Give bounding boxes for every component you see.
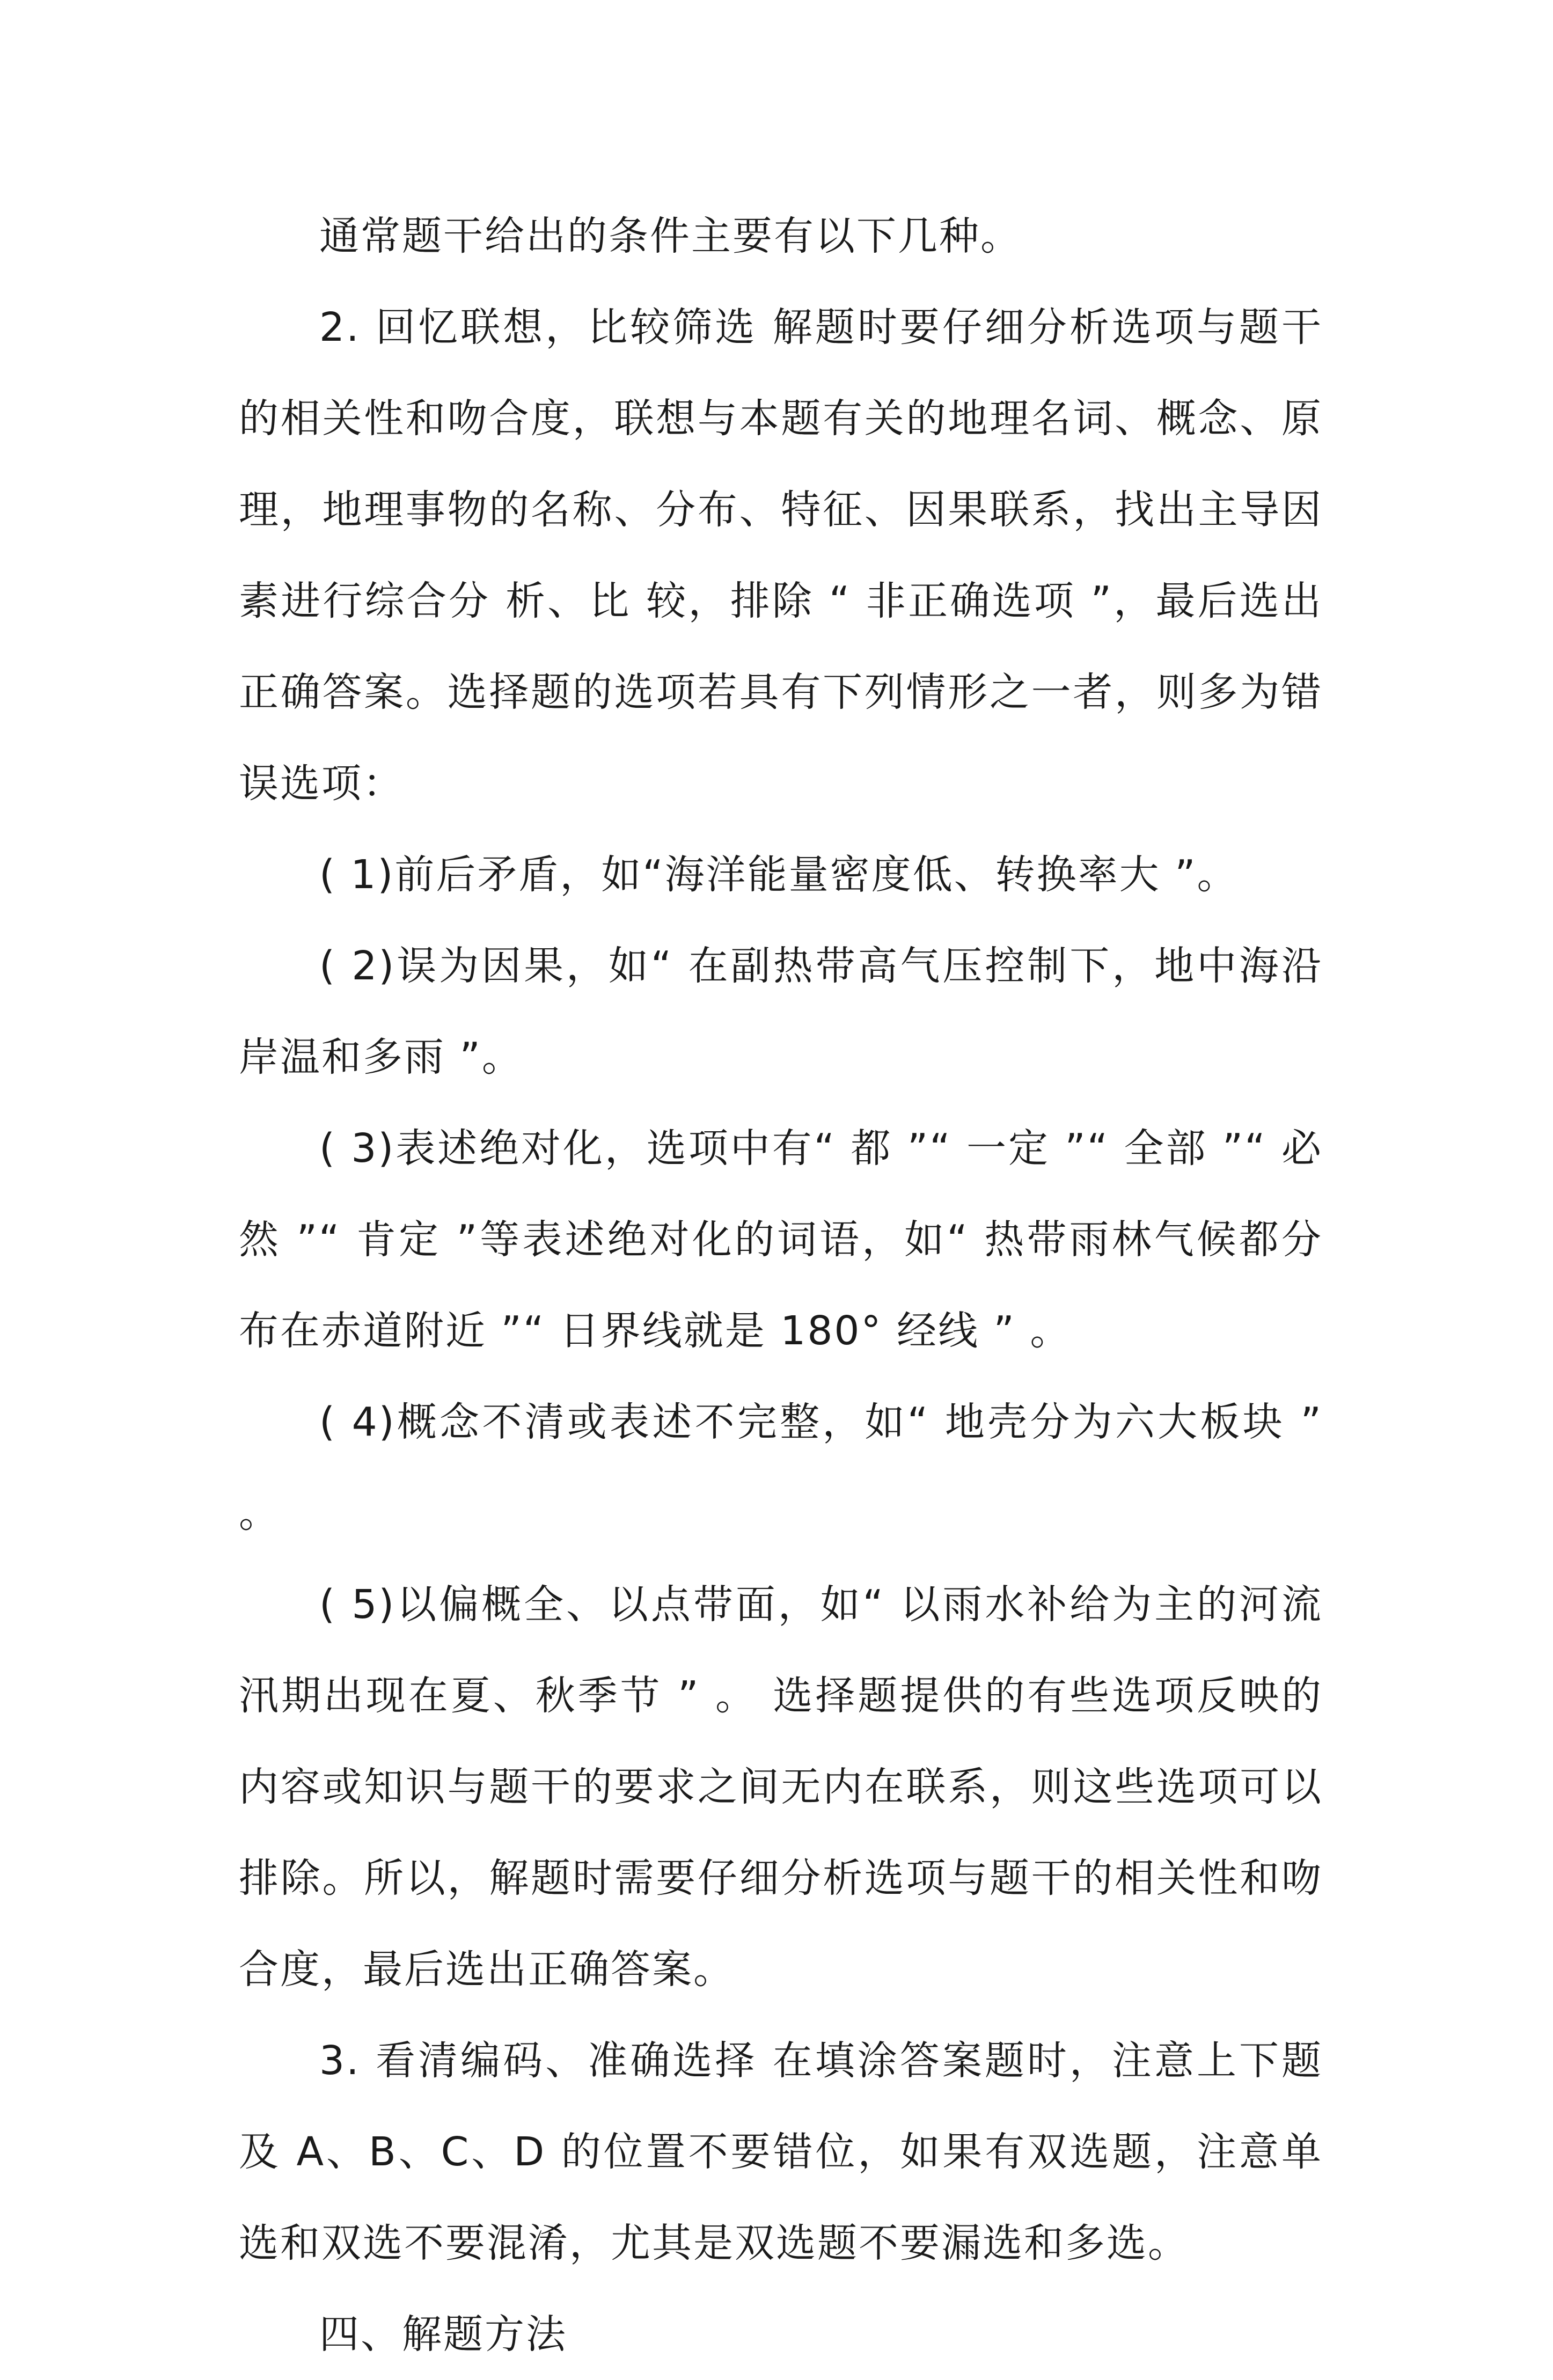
paragraph-encoding: 3. 看清编码、准确选择 在填涂答案题时，注意上下题及 A、B、C、D 的位置不要错位，如果有双选题，注意单选和双选不要混淆，尤其是双选题不要漏选和多选。 [239,2038,1323,2266]
paragraph-item-3: ( 3)表述绝对化，选项中有“ 都 ”“ 一定 ”“ 全部 ”“ 必然 ”“ 肯定 ”等表述绝对化的词语，如“ 热带雨林气候都分布在赤道附近 ”“ 日界线就是 180° 经线 ” 。 [239,1125,1323,1354]
paragraph-conditions: 通常题干给出的条件主要有以下几种。 [319,213,1022,259]
paragraph-item-5: ( 5)以偏概全、以点带面，如“ 以雨水补给为主的河流汛期出现在夏、秋季节 ” 。 选择题提供的有些选项反映的内容或知识与题干的要求之间无内在联系，则这些选项可以排除。所以，解题时需要仔细分析选项与题干的相关性和吻合度，最后选出正确答案。 [239,1581,1323,1993]
paragraph-item-1: ( 1)前后矛盾，如“海洋能量密度低、转换率大 ”。 [319,852,1239,898]
paragraph-item-4: ( 4)概念不清或表述不完整，如“ 地壳分为六大板块 ” 。 [239,1399,1323,1536]
paragraph-item-2: ( 2)误为因果，如“ 在副热带高气压控制下，地中海沿岸温和多雨 ”。 [239,943,1323,1080]
body-text [239,191,1323,2380]
paragraph-recall-compare: 2. 回忆联想，比较筛选 解题时要仔细分析选项与题干的相关性和吻合度，联想与本题有关的地理名词、概念、原理，地理事物的名称、分布、特征、因果联系，找出主导因素进行综合分 析、比 较，排除 “ 非正确选项 ”，最后选出 正确答案。选择题的选项若具有下列情形之一者，则多为错误选项： [239,304,1323,807]
section-heading-methods: 四、解题方法 [319,2311,567,2357]
